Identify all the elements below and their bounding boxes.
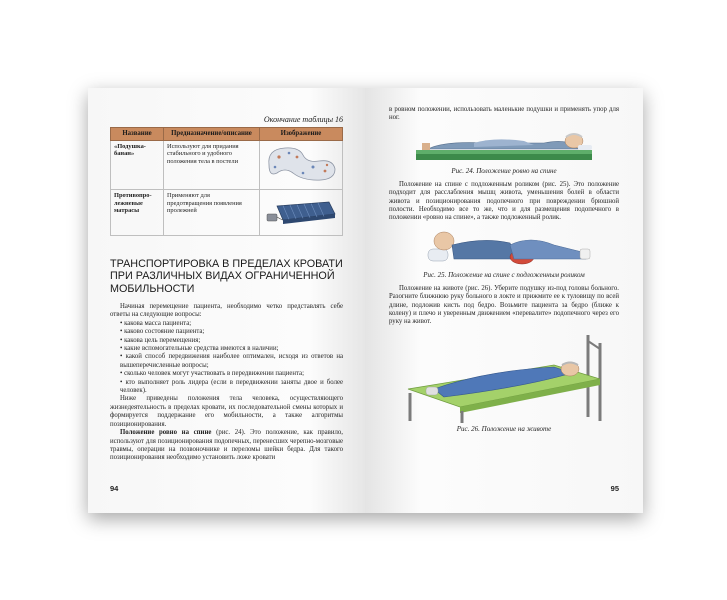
right-page	[365, 88, 643, 513]
bullet-item: • кто выполняет роль лидера (если в передвижении заняты двое и более человек).	[120, 378, 343, 395]
table-row	[111, 140, 343, 190]
table-row	[111, 190, 343, 236]
bullet-item: • какова масса пациента;	[120, 319, 192, 327]
bullet-item: • какова цель перемещения;	[120, 336, 201, 344]
roller-paragraph-block	[389, 181, 619, 223]
bullet-item: • каково состояние пациента;	[120, 328, 205, 336]
figure-25-caption: Рис. 25. Положение на спине с подложенным роликом	[423, 270, 585, 279]
left-body-text	[110, 303, 343, 463]
roller-paragraph: Положение на спине с подложенным роликом (рис. 25). Это положение подходит для расслабления мышц живота, уменьшения болей в области живота и позиционирования подопечного при повреждении брюшной полости. Необходимо все то же, что и для размещения подопечного в положении «ровно на спине», а также подложенный ролик.	[389, 180, 619, 222]
page-number-left: 94	[110, 484, 119, 493]
bullet-item: • какой способ передвижения наиболее оптимален, исходя из ответов на вышеперечисленные вопросы;	[120, 353, 343, 369]
table-cell-desc: Применяют для предотвращения появления пролежней	[163, 190, 259, 236]
positions-paragraph: Ниже приведены положения тела человека, осуществляющего жизнедеятельность в пределах кровати, их последовательной смены которых и формируется поддержание его мобильности, а также алгоритмы позиционирования.	[110, 395, 343, 428]
table-header-image: Изображение	[260, 128, 343, 141]
figure-26-caption: Рис. 26. Положение на животе	[456, 424, 552, 433]
table-cell-image	[260, 190, 343, 236]
table-cell-name: Противопро-лежневые матрасы	[111, 190, 164, 236]
right-body-text	[389, 106, 619, 123]
intro-paragraph: Начиная перемещение пациента, необходимо четко представлять себе ответы на следующие вопросы:	[110, 303, 343, 319]
continued-paragraph: в ровном положении, использовать маленькие подушки и применять упор для ног.	[389, 106, 619, 122]
table-header-desc: Предназначение/описание	[163, 128, 259, 141]
table-header-row	[111, 128, 343, 141]
left-page	[88, 88, 365, 513]
belly-paragraph: Положение на животе (рис. 26). Уберите подушку из-под головы больного. Разогните ближнюю руку больного в локте и прижмите ее к туловищу по всей длине, подложив кисть под бедро. Возьмите пациента за бедро (ближе к колену) и плечо и уверенным движением «перевалите» подопечного через его руку на живот.	[389, 284, 619, 326]
table-cell-image	[260, 140, 343, 190]
bullet-item: • какие вспомогательные средства имеются в наличии;	[120, 345, 279, 353]
section-title: ТРАНСПОРТИРОВКА В ПРЕДЕЛАХ КРОВАТИ ПРИ РАЗЛИЧНЫХ ВИДАХ ОГРАНИЧЕННОЙ МОБИЛЬНОСТИ	[110, 257, 343, 295]
table-cell-name: «Подушка-банан»	[111, 140, 164, 190]
table-continuation-label: Окончание таблицы 16	[263, 115, 343, 124]
supine-text: (рис. 24). Это положение, как правило, используют для позиционирования подопечных, перенесших черепно-мозговые травмы, операции на позвоночнике и переломы шейки бедра. Для такого позиционирования необходимо установить ложе кровати	[110, 429, 343, 462]
figure-24-supine-illustration	[414, 123, 594, 165]
anti-decubitus-mattress-illustration	[263, 192, 339, 230]
belly-paragraph-block	[389, 285, 619, 327]
table-header-name: Название	[111, 128, 164, 141]
table-cell-desc: Используют для придания стабильного и удобного положения тела в постели	[163, 140, 259, 190]
supine-paragraph	[110, 429, 343, 463]
banana-pillow-illustration	[263, 143, 339, 185]
figure-24-caption: Рис. 24. Положение ровно на спине	[451, 166, 557, 175]
supine-heading: Положение ровно на спине	[120, 429, 212, 437]
bullet-item: • сколько человек могут участвовать в передвижении пациента;	[120, 370, 304, 378]
page-number-right: 95	[610, 484, 619, 493]
figure-25-roller-illustration	[414, 223, 594, 269]
open-book	[88, 88, 643, 513]
equipment-table	[110, 127, 343, 236]
figure-26-prone-illustration	[404, 327, 604, 423]
